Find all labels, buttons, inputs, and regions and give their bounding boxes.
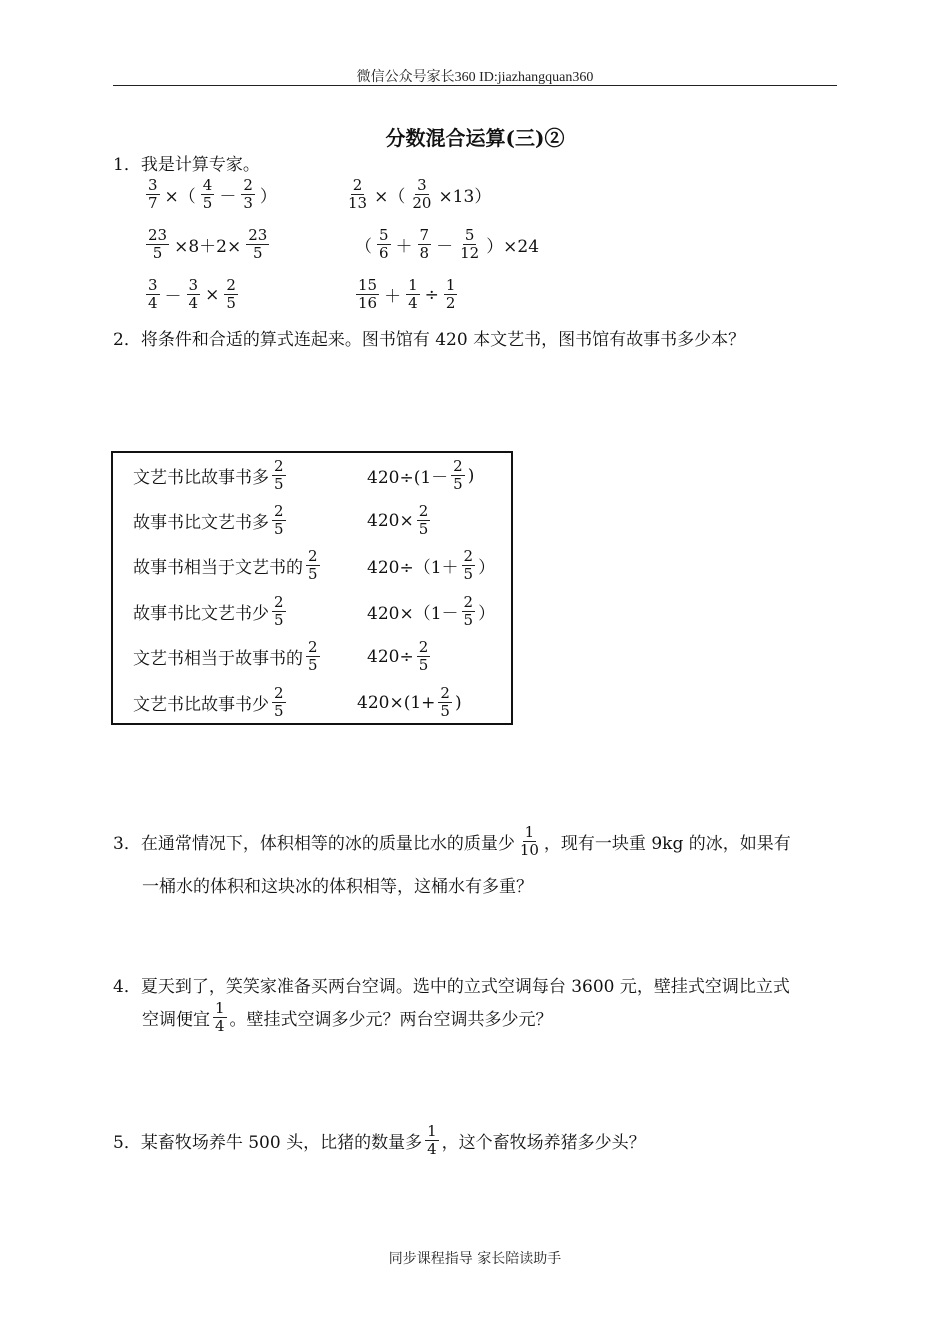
fraction: $\frac{3}{20}$: [412, 176, 432, 212]
q1-expr-6: $\frac{15}{16}$ ＋ $\frac{1}{4}$ ÷ $\frac{1}{2}$: [358, 276, 456, 312]
fraction: $\frac{5}{12}$: [460, 226, 480, 262]
fraction: $\frac{3}{7}$: [148, 176, 158, 212]
header-rule: [113, 85, 837, 86]
q1-expr-2: $\frac{2}{13}$ ×（ $\frac{3}{20}$ ×13）: [348, 176, 492, 212]
fraction: $\frac{2}{5}$: [463, 547, 474, 583]
q2-formula-5: 420÷ $\frac{2}{5}$: [367, 638, 429, 674]
fraction: $\frac{2}{5}$: [418, 638, 429, 674]
fraction: $\frac{15}{16}$: [358, 276, 378, 312]
q1-expr-1: $\frac{3}{7}$ ×（ $\frac{4}{5}$ － $\frac{2}{3}$ ）: [148, 176, 277, 212]
fraction: $\frac{7}{8}$: [419, 226, 430, 262]
fraction: $\frac{3}{4}$: [148, 276, 158, 312]
fraction: $\frac{2}{5}$: [274, 684, 284, 720]
q4-line-2: 空调便宜 $\frac{1}{4}$ 。壁挂式空调多少元？两台空调共多少元？: [142, 999, 553, 1035]
fraction: $\frac{2}{13}$: [348, 176, 368, 212]
q1-label: 1．我是计算专家。: [113, 155, 260, 175]
q2-formula-1: 420÷(1－ $\frac{2}{5}$ ): [367, 457, 475, 493]
q2-formula-6: 420×(1+ $\frac{2}{5}$ ): [357, 684, 462, 720]
page-title: 分数混合运算(三)②: [385, 126, 565, 150]
fraction: $\frac{2}{5}$: [274, 457, 284, 493]
q5-text: 5．某畜牧场养牛 500 头，比猪的数量多 $\frac{1}{4}$ ，这个畜牧场养猪多少头？: [113, 1122, 646, 1158]
fraction: $\frac{1}{4}$: [408, 276, 418, 312]
q2-condition-4: 故事书比文艺书少 $\frac{2}{5}$: [133, 593, 284, 629]
fraction: $\frac{3}{4}$: [188, 276, 199, 312]
q2-formula-4: 420×（1－ $\frac{2}{5}$ ）: [367, 593, 496, 629]
fraction: $\frac{2}{5}$: [308, 547, 318, 583]
fraction: $\frac{2}{5}$: [308, 638, 318, 674]
fraction: $\frac{5}{6}$: [379, 226, 389, 262]
fraction: $\frac{2}{5}$: [418, 502, 429, 538]
fraction: $\frac{2}{3}$: [243, 176, 253, 212]
q1-expr-4: （ $\frac{5}{6}$ ＋ $\frac{7}{8}$ － $\frac{5}{12}$ ）×24: [355, 226, 540, 262]
q2-condition-5: 文艺书相当于故事书的 $\frac{2}{5}$: [133, 638, 318, 674]
fraction: $\frac{2}{5}$: [440, 684, 450, 720]
q4-line-1: 4．夏天到了，笑笑家准备买两台空调。选中的立式空调每台 3600 元，壁挂式空调比立式: [113, 977, 790, 997]
fraction: $\frac{1}{4}$: [215, 999, 225, 1035]
fraction: $\frac{2}{5}$: [226, 276, 236, 312]
page-header: 微信公众号家长360 ID:jiazhangquan360: [356, 70, 594, 85]
page-footer: 同步课程指导 家长陪读助手: [388, 1251, 562, 1267]
q1-expr-3: $\frac{23}{5}$ ×8＋2× $\frac{23}{5}$: [148, 226, 268, 262]
fraction: $\frac{4}{5}$: [202, 176, 213, 212]
q2-condition-1: 文艺书比故事书多 $\frac{2}{5}$: [133, 457, 284, 493]
q2-text: 2．将条件和合适的算式连起来。图书馆有 420 本文艺书，图书馆有故事书多少本？: [113, 330, 746, 350]
fraction: $\frac{2}{5}$: [463, 593, 474, 629]
q2-condition-2: 故事书比文艺书多 $\frac{2}{5}$: [133, 502, 284, 538]
q3-line-2: 一桶水的体积和这块冰的体积相等，这桶水有多重？: [142, 877, 533, 897]
fraction: $\frac{1}{2}$: [445, 276, 456, 312]
fraction: $\frac{1}{4}$: [427, 1122, 437, 1158]
q2-formula-3: 420÷（1＋ $\frac{2}{5}$ ）: [367, 547, 496, 583]
q2-condition-6: 文艺书比故事书少 $\frac{2}{5}$: [133, 684, 284, 720]
fraction: $\frac{2}{5}$: [274, 502, 284, 538]
fraction: $\frac{2}{5}$: [453, 457, 463, 493]
fraction: $\frac{23}{5}$: [248, 226, 268, 262]
fraction: $\frac{2}{5}$: [274, 593, 284, 629]
fraction: $\frac{1}{10}$: [519, 823, 539, 859]
q2-condition-3: 故事书相当于文艺书的 $\frac{2}{5}$: [133, 547, 318, 583]
q3-line-1: 3．在通常情况下，体积相等的冰的质量比水的质量少 $\frac{1}{10}$ ，现有一块重 9kg 的冰，如果有: [113, 823, 791, 859]
q1-expr-5: $\frac{3}{4}$ － $\frac{3}{4}$ × $\frac{2}{5}$: [148, 276, 236, 312]
q2-formula-2: 420× $\frac{2}{5}$: [367, 502, 429, 538]
fraction: $\frac{23}{5}$: [148, 226, 168, 262]
